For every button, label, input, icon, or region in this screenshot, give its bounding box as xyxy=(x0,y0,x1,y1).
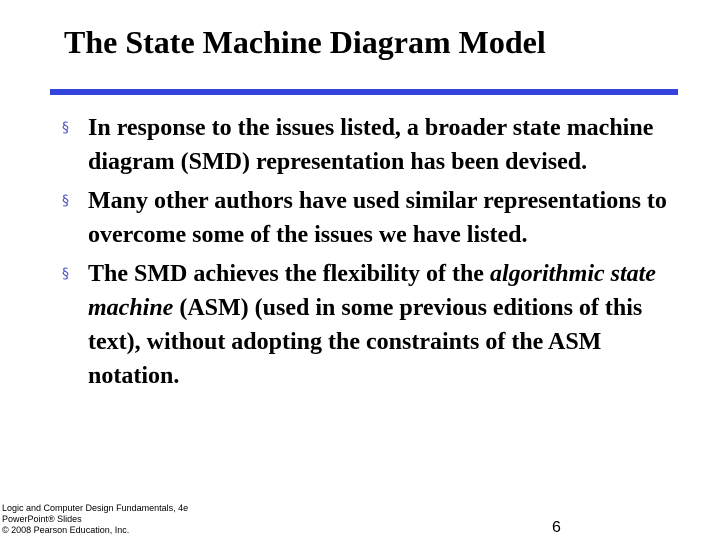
footer-book-title: Logic and Computer Design Fundamentals, 4e xyxy=(2,503,189,513)
bullet-text xyxy=(88,111,682,179)
page-number: 6 xyxy=(552,519,561,536)
slide-title: The State Machine Diagram Model xyxy=(64,24,546,60)
bullet-marker-icon xyxy=(62,111,88,145)
footer-credits xyxy=(2,503,188,536)
bullet-text-emphasis: algorithmic state machine xyxy=(88,261,656,321)
bullet-list xyxy=(62,111,682,398)
title-underline-bar xyxy=(50,89,678,95)
bullet-text-segment: (ASM) (used in some previous editions of this text), without adopting the constraints of the ASM notation. xyxy=(88,295,643,389)
bullet-marker-icon xyxy=(62,257,88,291)
bullet-item xyxy=(62,184,682,252)
bullet-item xyxy=(62,111,682,179)
bullet-item xyxy=(62,257,682,393)
bullet-marker-icon xyxy=(62,184,88,218)
bullet-text xyxy=(88,257,682,393)
bullet-text-segment: The SMD achieves the flexibility of the xyxy=(88,261,490,287)
bullet-text-segment: In response to the issues listed, a broader state machine diagram (SMD) representation has been devised. xyxy=(88,115,654,175)
footer-slides-label: PowerPoint® Slides xyxy=(2,514,82,524)
bullet-text-segment: Many other authors have used similar representations to overcome some of the issues we have listed. xyxy=(88,188,667,248)
footer-copyright: © 2008 Pearson Education, Inc. xyxy=(2,525,130,535)
bullet-text xyxy=(88,184,682,252)
